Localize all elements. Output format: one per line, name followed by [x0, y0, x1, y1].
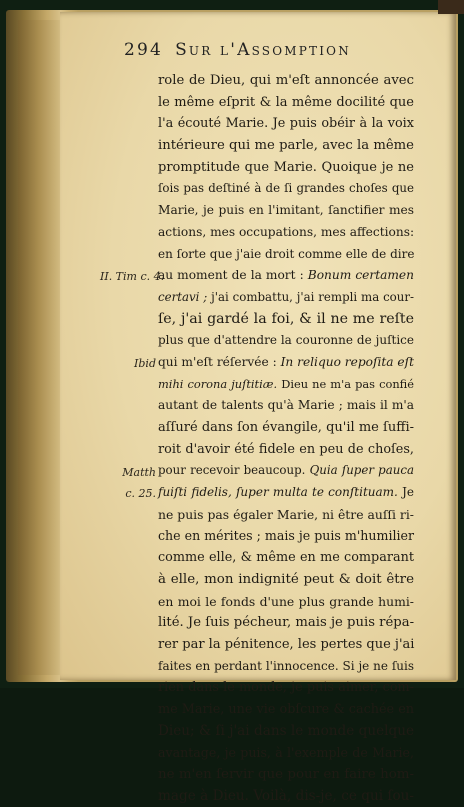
text-segment: en ſorte que j'aie droit comme elle de dire — [158, 246, 415, 261]
text-segment: comme elle, & même en me comparant — [158, 550, 414, 566]
text-segment: plus que d'attendre la couronne de juſtice — [158, 333, 414, 348]
text-line — [158, 439, 414, 461]
text-line — [158, 721, 414, 743]
text-segment: qui m'eſt réſervée : — [158, 354, 281, 369]
text-line — [158, 309, 414, 331]
text-line — [158, 113, 414, 135]
page-number: 294 — [124, 40, 164, 60]
text-segment: Je — [397, 485, 414, 500]
text-segment: me Marie, une vie obſcure & cachée en — [158, 701, 415, 717]
text-line — [158, 786, 414, 807]
text-segment: ſois pas deſtiné à de ſi grandes choſes que — [158, 181, 414, 196]
text-line — [158, 547, 414, 569]
text-line — [158, 178, 414, 200]
text-line — [158, 677, 414, 699]
text-line — [158, 287, 414, 309]
text-segment: Dieu; & ſi j'ai dans le monde quelque — [158, 722, 414, 739]
text-line — [158, 525, 414, 547]
latin-quote: mihi corona juſtitiæ. — [158, 376, 278, 391]
text-line — [158, 612, 414, 634]
margin-note: c. 25. — [125, 487, 156, 501]
text-segment: roit d'avoir été fidele en peu de choſes, — [158, 441, 414, 457]
text-line — [158, 460, 414, 482]
margin-note: Ibid — [134, 357, 156, 371]
text-line — [158, 92, 414, 114]
text-line — [158, 742, 414, 764]
text-line — [158, 764, 414, 786]
text-segment: Dieu ne m'a pas confié — [277, 376, 414, 391]
text-segment: avantage, je puis, à l'exemple de Marie, — [158, 745, 414, 761]
margin-note: II. Tim c. 4. — [100, 270, 165, 284]
text-segment: ſe, j'ai gardé la foi, & il ne me reſte — [158, 310, 414, 327]
latin-quote: Bonum certamen — [307, 268, 414, 283]
margin-note: Matth — [122, 465, 156, 479]
text-line — [158, 244, 414, 266]
text-segment: ne puis pas égaler Marie, ni être auſſi ri- — [158, 506, 414, 522]
text-segment: che en mérites ; mais je puis m'humilier — [158, 528, 414, 544]
text-segment: rien dans le monde, je puis aimer, com- — [158, 680, 414, 696]
text-segment: autant de talents qu'à Marie ; mais il m'a — [158, 398, 414, 413]
text-segment: le même eſprit & la même docilité que — [158, 94, 414, 110]
latin-quote: In reliquo repoſita eſt — [280, 354, 415, 369]
text-line — [158, 200, 414, 222]
text-line — [158, 417, 414, 439]
text-line — [158, 265, 414, 287]
text-line — [158, 352, 414, 374]
text-line — [158, 330, 414, 352]
text-segment: à elle, mon indignité peut & doit être — [158, 571, 414, 587]
text-line — [158, 70, 414, 92]
text-segment: aſſuré dans ſon évangile, qu'il me ſuffi- — [158, 420, 414, 435]
text-line — [158, 157, 414, 179]
text-line — [158, 374, 414, 396]
latin-quote: fuiſti fidelis, ſuper multa te conſtituam. — [158, 485, 398, 500]
text-line — [158, 569, 414, 591]
text-segment: actions, mes occupations, mes affections: — [158, 224, 415, 239]
text-line — [158, 504, 414, 526]
text-line — [158, 656, 414, 678]
text-segment: j'ai combattu, j'ai rempli ma cour- — [207, 289, 414, 304]
text-line — [158, 634, 414, 656]
text-line — [158, 591, 414, 613]
body-text — [158, 70, 414, 807]
text-line — [158, 699, 414, 721]
text-segment: intérieure qui me parle, avec la même — [158, 138, 414, 154]
text-line — [158, 135, 414, 157]
text-segment: lité. Je ſuis pécheur, mais je puis répa- — [158, 615, 415, 631]
text-line — [158, 395, 414, 417]
text-line — [158, 482, 414, 504]
text-segment: au moment de la mort : — [158, 268, 308, 283]
text-segment: mage à Dieu. Voilà, dis-je, ce qui ſou- — [158, 787, 414, 804]
text-segment: promptitude que Marie. Quoique je ne — [158, 159, 414, 175]
bookmark-ribbon — [438, 0, 464, 14]
text-segment: l'a écouté Marie. Je puis obéir à la voix — [158, 116, 414, 132]
text-segment: ne m'en ſervir que pour en faire hom- — [158, 767, 414, 782]
text-segment: rer par la pénitence, les pertes que j'ai — [158, 636, 415, 652]
text-segment: role de Dieu, qui m'eſt annoncée avec — [158, 73, 414, 88]
running-header — [124, 40, 414, 66]
text-segment: en moi le fonds d'une plus grande humi- — [158, 593, 414, 609]
text-segment: faites en perdant l'innocence. Si je ne ſuis — [158, 658, 414, 673]
latin-quote: Quia ſuper pauca — [309, 463, 414, 478]
running-title: Sur l'Assomption — [175, 40, 351, 60]
latin-quote: certavi ; — [158, 289, 208, 304]
text-segment: Marie, je puis en l'imitant, ſanctifier mes — [158, 203, 414, 218]
text-line — [158, 222, 414, 244]
text-segment: pour recevoir beaucoup. — [158, 463, 310, 478]
